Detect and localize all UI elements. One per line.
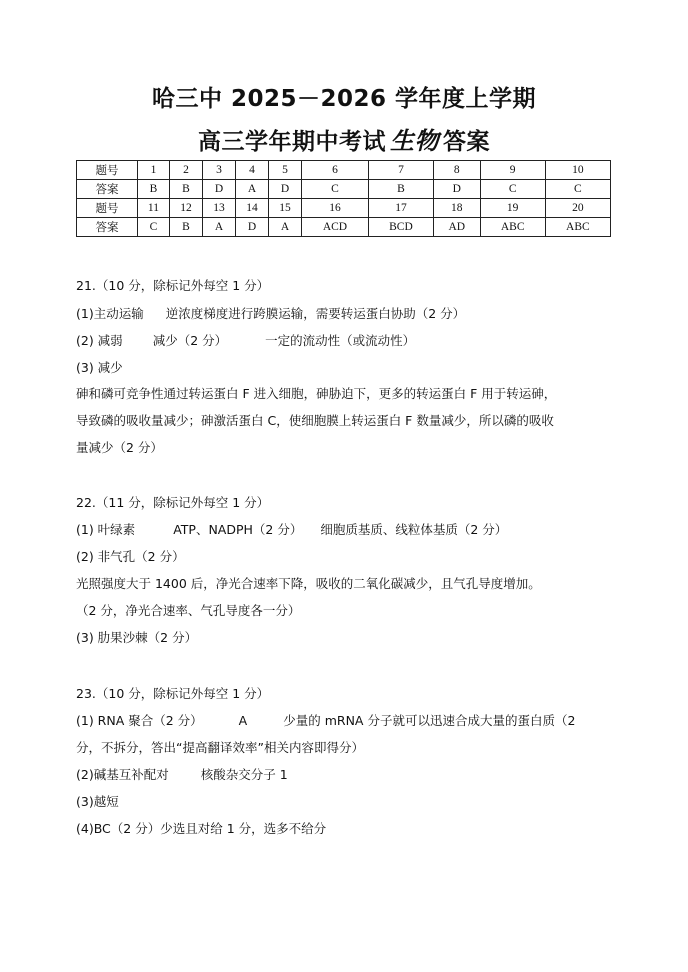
q22-line-2: (2) 非气孔（2 分） <box>76 549 185 564</box>
q22-header: 22.（11 分，除标记外每空 1 分） <box>76 495 270 510</box>
answer-cell: C <box>138 218 170 237</box>
q21-ans-2c: 一定的流动性（或流动性） <box>265 333 416 348</box>
q23-ans-2a: (2)碱基互补配对 <box>76 767 169 782</box>
question-number-cell: 4 <box>235 161 268 180</box>
answer-table-row <box>77 199 611 218</box>
answer-cell: C <box>302 180 369 199</box>
answer-cell: A <box>235 180 268 199</box>
answer-cell: C <box>545 180 610 199</box>
q22-ans-1a: (1) 叶绿素 <box>76 522 136 537</box>
q21-ans-1b: 逆浓度梯度进行跨膜运输，需要转运蛋白协助（2 分） <box>165 306 466 321</box>
answer-cell: B <box>368 180 433 199</box>
question-number-cell: 7 <box>368 161 433 180</box>
answer-cell: D <box>202 180 235 199</box>
question-number-cell: 13 <box>202 199 235 218</box>
answer-table-row <box>77 218 611 237</box>
q21-line-3: (3) 减少 <box>76 360 123 375</box>
answer-cell: ABC <box>545 218 610 237</box>
answer-cell: ACD <box>302 218 369 237</box>
question-number-cell: 1 <box>138 161 170 180</box>
question-number-cell: 20 <box>545 199 610 218</box>
question-number-cell: 6 <box>302 161 369 180</box>
question-number-cell: 17 <box>368 199 433 218</box>
q23-header: 23.（10 分，除标记外每空 1 分） <box>76 686 270 701</box>
question-number-cell: 14 <box>235 199 268 218</box>
question-number-cell: 12 <box>169 199 202 218</box>
q21-para-1: 砷和磷可竞争性通过转运蛋白 F 进入细胞，砷胁迫下，更多的转运蛋白 F 用于转运砷， <box>76 386 557 401</box>
q23-line-2 <box>76 765 288 783</box>
q22-para-1: 光照强度大于 1400 后，净光合速率下降，吸收的二氧化碳减少，且气孔导度增加。 <box>76 576 541 591</box>
answer-table-row-label: 题号 <box>77 199 138 218</box>
title-exam-prefix: 高三学年期中考试 <box>198 129 386 155</box>
answer-cell: A <box>202 218 235 237</box>
q22-para-2: （2 分，净光合速率、气孔导度各一分） <box>76 603 301 618</box>
q22-ans-1c: 细胞质基质、线粒体基质（2 分） <box>320 522 508 537</box>
question-number-cell: 10 <box>545 161 610 180</box>
answer-table-row <box>77 161 611 180</box>
question-number-cell: 18 <box>434 199 481 218</box>
answer-cell: C <box>480 180 545 199</box>
answer-cell: BCD <box>368 218 433 237</box>
q22-ans-1b: ATP、NADPH（2 分） <box>173 522 303 537</box>
question-number-cell: 9 <box>480 161 545 180</box>
q22-line-3: (3) 肋果沙棘（2 分） <box>76 630 198 645</box>
question-number-cell: 16 <box>302 199 369 218</box>
question-number-cell: 5 <box>269 161 302 180</box>
q23-ans-1c: 少量的 mRNA 分子就可以迅速合成大量的蛋白质（2 <box>283 713 576 728</box>
question-number-cell: 11 <box>138 199 170 218</box>
q21-line-1 <box>76 304 465 322</box>
q21-ans-2a: (2) 减弱 <box>76 333 123 348</box>
question-number-cell: 19 <box>480 199 545 218</box>
answer-table-row-label: 答案 <box>77 180 138 199</box>
question-number-cell: 2 <box>169 161 202 180</box>
title-school-term: 哈三中 2025－2026 学年度上学期 <box>151 86 537 112</box>
answer-table <box>76 160 611 237</box>
answer-cell: A <box>269 218 302 237</box>
q23-ans-1b: A <box>238 713 248 728</box>
question-number-cell: 15 <box>269 199 302 218</box>
answer-table-row <box>77 180 611 199</box>
q21-line-2 <box>76 331 415 349</box>
answer-cell: D <box>434 180 481 199</box>
answer-cell: D <box>235 218 268 237</box>
answer-cell: ABC <box>480 218 545 237</box>
answer-cell: B <box>138 180 170 199</box>
answer-cell: B <box>169 180 202 199</box>
title-exam-subject: 生物 <box>390 126 439 155</box>
question-number-cell: 8 <box>434 161 481 180</box>
answer-cell: AD <box>434 218 481 237</box>
q23-line-4: (4)BC（2 分）少选且对给 1 分，选多不给分 <box>76 821 327 836</box>
q23-line-1-cont: 分，不拆分，答出“提高翻译效率”相关内容即得分） <box>76 740 364 755</box>
q21-header: 21.（10 分，除标记外每空 1 分） <box>76 278 270 293</box>
q21-para-2: 导致磷的吸收量减少；砷激活蛋白 C，使细胞膜上转运蛋白 F 数量减少，所以磷的吸收 <box>76 413 554 428</box>
q23-ans-2b: 核酸杂交分子 1 <box>200 767 288 782</box>
answer-table-row-label: 答案 <box>77 218 138 237</box>
q23-ans-1a: (1) RNA 聚合（2 分） <box>76 713 203 728</box>
answer-table-row-label: 题号 <box>77 161 138 180</box>
q22-line-1 <box>76 520 507 538</box>
q23-line-3: (3)越短 <box>76 794 119 809</box>
q21-para-3: 量减少（2 分） <box>76 440 163 455</box>
answer-cell: D <box>269 180 302 199</box>
title-exam <box>0 121 688 156</box>
q21-ans-1a: (1)主动运输 <box>76 306 144 321</box>
answer-cell: B <box>169 218 202 237</box>
q21-ans-2b: 减少（2 分） <box>152 333 228 348</box>
question-number-cell: 3 <box>202 161 235 180</box>
q23-line-1 <box>76 711 575 729</box>
title-exam-suffix: 答案 <box>443 129 490 155</box>
